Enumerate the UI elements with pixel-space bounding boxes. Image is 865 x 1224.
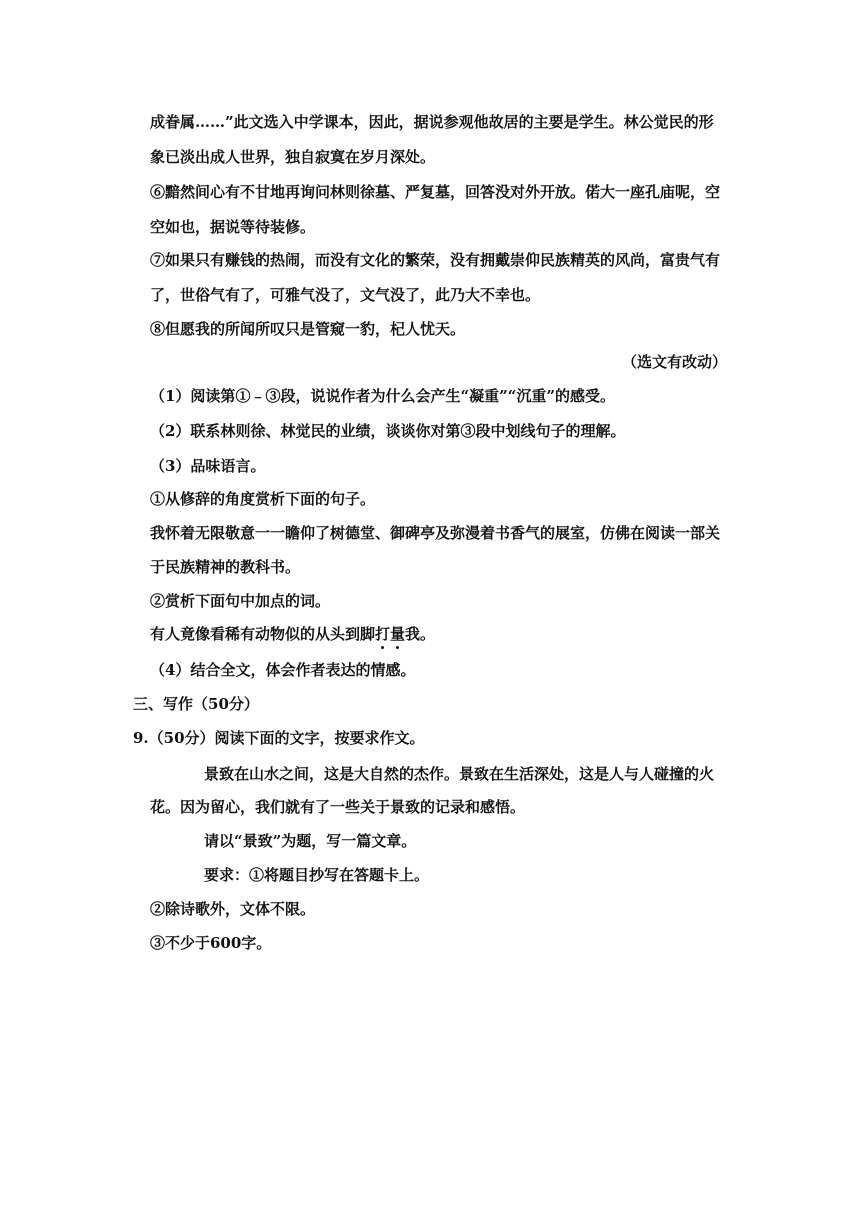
sentence-text: 有人竟像看稀有动物似的从头到脚 [150,625,376,643]
question-1: （1）阅读第①﹣③段，说说作者为什么会产生“凝重”“沉重”的感受。 [150,387,615,405]
question-3-1-sentence: 我怀着无限敬意一一瞻仰了树德堂、御碑亭及弥漫着书香气的展室，仿佛在阅读一部关 [150,524,721,542]
paragraph-6-line: 空如也，据说等待装修。 [150,218,316,236]
emphasis-dot [381,646,384,649]
question-3-2-sentence [150,624,435,644]
section-heading: 三、写作（50分） [133,695,259,713]
emphasis-dot [396,646,399,649]
question-4: （4）结合全文，体会作者表达的情感。 [150,661,416,679]
requirement-3: ③不少于600字。 [150,934,272,952]
sentence-text: 我。 [405,625,436,643]
source-note: （选文有改动） [621,353,727,371]
question-3: （3）品味语言。 [150,457,266,475]
paragraph-8: ⑧但愿我的所闻所叹只是管窥一豹，杞人忧天。 [150,320,466,338]
passage-line: 象已淡出成人世界，独自寂寞在岁月深处。 [150,148,436,166]
passage-line: 成眷属……”此文选入中学课本，因此，据说参观他故居的主要是学生。林公觉民的形 [150,113,714,131]
question-3-2: ②赏析下面句中加点的词。 [150,592,331,610]
requirement-1: 要求：①将题目抄写在答题卡上。 [204,866,430,884]
writing-title-requirement: 请以“景致”为题，写一篇文章。 [204,832,417,850]
question-3-1: ①从修辞的角度赏析下面的句子。 [150,490,376,508]
question-3-1-sentence: 于民族精神的教科书。 [150,558,301,576]
paragraph-7-line: 了，世俗气有了，可雅气没了，文气没了，此乃大不幸也。 [150,286,541,304]
paragraph-7-line: ⑦如果只有赚钱的热闹，而没有文化的繁荣，没有拥戴崇仰民族精英的风尚，富贵气有 [150,251,721,269]
dotted-char: 打 [375,625,391,643]
dotted-word [375,624,390,644]
paragraph-6-line: ⑥黯然间心有不甘地再询问林则徐墓、严复墓，回答没对外开放。偌大一座孔庙呢，空 [150,183,721,201]
dotted-char: 量 [390,625,406,643]
dotted-word [390,624,405,644]
question-9: 9.（50分）阅读下面的文字，按要求作文。 [133,729,425,747]
requirement-2: ②除诗歌外，文体不限。 [150,900,316,918]
writing-prompt-line: 景致在山水之间，这是大自然的杰作。景致在生活深处，这是人与人碰撞的火 [204,765,715,783]
writing-prompt-line: 花。因为留心，我们就有了一些关于景致的记录和感悟。 [150,798,526,816]
question-2: （2）联系林则徐、林觉民的业绩，谈谈你对第③段中划线句子的理解。 [150,422,626,440]
